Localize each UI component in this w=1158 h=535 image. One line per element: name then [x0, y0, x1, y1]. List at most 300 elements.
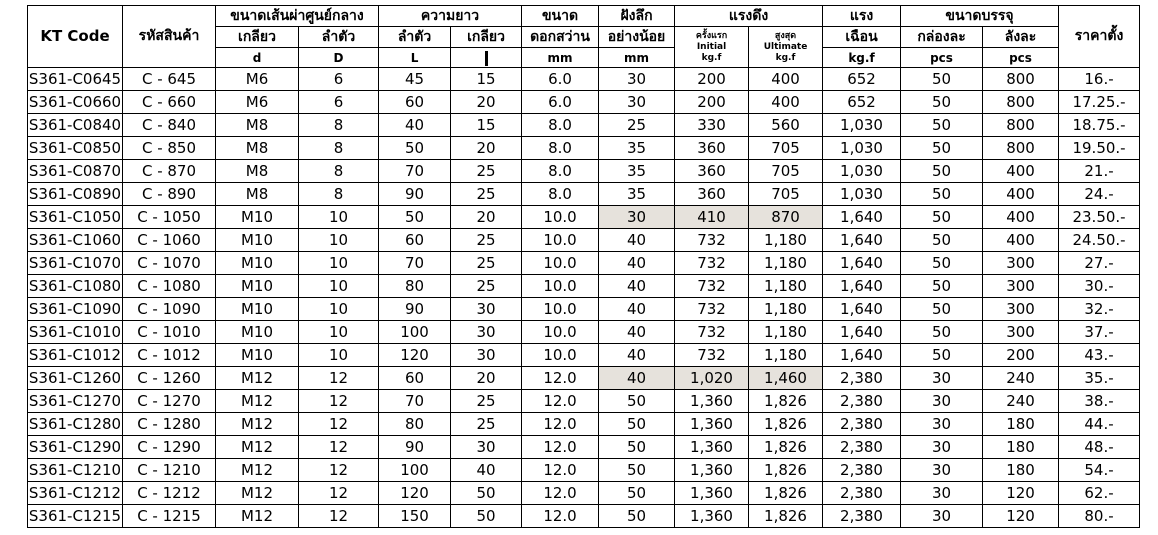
cell-initial: 732 [675, 252, 749, 275]
cell-body-D: 10 [299, 321, 379, 344]
cell-initial: 1,360 [675, 482, 749, 505]
cell-body-L: 50 [379, 206, 451, 229]
cell-thread-d: M12 [216, 459, 299, 482]
cell-case: 300 [983, 275, 1059, 298]
cell-thread-l: 50 [451, 482, 522, 505]
cell-embed: 35 [599, 137, 675, 160]
cell-drill: 12.0 [522, 413, 599, 436]
table-row [28, 229, 1140, 252]
cell-model: C - 1270 [123, 390, 216, 413]
cell-ultimate: 1,180 [749, 298, 823, 321]
header-body-D: ลำตัว [299, 27, 379, 48]
cell-body-L: 60 [379, 367, 451, 390]
cell-thread-d: M8 [216, 114, 299, 137]
cell-shear: 1,030 [823, 114, 901, 137]
cell-box: 50 [901, 206, 983, 229]
cell-box: 50 [901, 229, 983, 252]
table-row [28, 505, 1140, 528]
cell-case: 180 [983, 413, 1059, 436]
table-header [28, 6, 1140, 68]
header-unit-shear: kg.f [823, 48, 901, 68]
cell-drill: 6.0 [522, 91, 599, 114]
header-diameter-group: ขนาดเส้นผ่าศูนย์กลาง [216, 6, 379, 27]
header-case: ลังละ [983, 27, 1059, 48]
cell-ultimate: 1,180 [749, 321, 823, 344]
cell-shear: 1,030 [823, 160, 901, 183]
cell-shear: 2,380 [823, 390, 901, 413]
cell-drill: 12.0 [522, 436, 599, 459]
cell-kt-code: S361-C0645 [28, 68, 123, 91]
cell-initial: 732 [675, 321, 749, 344]
cell-shear: 1,030 [823, 137, 901, 160]
header-unit-d: d [216, 48, 299, 68]
cell-drill: 8.0 [522, 114, 599, 137]
cell-thread-d: M10 [216, 229, 299, 252]
cell-case: 180 [983, 436, 1059, 459]
cell-thread-l: 30 [451, 436, 522, 459]
cell-shear: 1,640 [823, 344, 901, 367]
cell-price: 19.50.- [1059, 137, 1140, 160]
cell-drill: 8.0 [522, 137, 599, 160]
cell-body-D: 10 [299, 344, 379, 367]
cell-ultimate: 400 [749, 68, 823, 91]
header-thread-d: เกลียว [216, 27, 299, 48]
cell-thread-l: 25 [451, 229, 522, 252]
cell-embed: 30 [599, 91, 675, 114]
header-thread-l: เกลียว [451, 27, 522, 48]
cell-embed: 25 [599, 114, 675, 137]
cell-drill: 10.0 [522, 206, 599, 229]
cell-kt-code: S361-C1290 [28, 436, 123, 459]
cell-embed: 40 [599, 275, 675, 298]
cell-model: C - 1280 [123, 413, 216, 436]
cell-box: 50 [901, 275, 983, 298]
cell-drill: 12.0 [522, 459, 599, 482]
cell-model: C - 1212 [123, 482, 216, 505]
cell-ultimate: 1,826 [749, 482, 823, 505]
header-shear-mid: เฉือน [823, 27, 901, 48]
thread-length-symbol-icon [485, 51, 488, 66]
cell-body-L: 100 [379, 321, 451, 344]
cell-thread-l: 20 [451, 206, 522, 229]
cell-thread-d: M12 [216, 436, 299, 459]
cell-thread-l: 25 [451, 413, 522, 436]
cell-drill: 12.0 [522, 367, 599, 390]
cell-thread-d: M10 [216, 298, 299, 321]
header-unit-l [451, 48, 522, 68]
cell-case: 800 [983, 137, 1059, 160]
cell-initial: 360 [675, 183, 749, 206]
cell-price: 80.- [1059, 505, 1140, 528]
cell-thread-d: M12 [216, 482, 299, 505]
cell-model: C - 1050 [123, 206, 216, 229]
header-body-L: ลำตัว [379, 27, 451, 48]
cell-body-D: 12 [299, 459, 379, 482]
cell-initial: 200 [675, 68, 749, 91]
cell-drill: 10.0 [522, 252, 599, 275]
cell-drill: 8.0 [522, 160, 599, 183]
table-row [28, 298, 1140, 321]
cell-body-L: 70 [379, 252, 451, 275]
cell-body-L: 100 [379, 459, 451, 482]
table-row [28, 413, 1140, 436]
cell-thread-d: M12 [216, 390, 299, 413]
cell-ultimate: 1,826 [749, 436, 823, 459]
cell-body-L: 70 [379, 160, 451, 183]
cell-kt-code: S361-C1010 [28, 321, 123, 344]
cell-embed: 50 [599, 459, 675, 482]
cell-box: 30 [901, 436, 983, 459]
cell-thread-d: M12 [216, 413, 299, 436]
cell-kt-code: S361-C0890 [28, 183, 123, 206]
cell-price: 54.- [1059, 459, 1140, 482]
table-row [28, 344, 1140, 367]
cell-initial: 1,360 [675, 459, 749, 482]
cell-drill: 10.0 [522, 229, 599, 252]
cell-body-D: 8 [299, 183, 379, 206]
cell-shear: 1,640 [823, 298, 901, 321]
cell-shear: 1,640 [823, 206, 901, 229]
cell-kt-code: S361-C0870 [28, 160, 123, 183]
cell-ultimate: 1,180 [749, 252, 823, 275]
header-initial-unit: kg.f [701, 52, 722, 63]
table-row [28, 114, 1140, 137]
cell-box: 50 [901, 68, 983, 91]
cell-kt-code: S361-C1090 [28, 298, 123, 321]
cell-drill: 8.0 [522, 183, 599, 206]
cell-case: 400 [983, 206, 1059, 229]
cell-case: 180 [983, 459, 1059, 482]
cell-kt-code: S361-C1060 [28, 229, 123, 252]
cell-embed: 40 [599, 229, 675, 252]
cell-thread-l: 20 [451, 137, 522, 160]
header-unit-drill: mm [522, 48, 599, 68]
cell-body-L: 40 [379, 114, 451, 137]
cell-ultimate: 705 [749, 137, 823, 160]
cell-embed: 30 [599, 68, 675, 91]
cell-price: 37.- [1059, 321, 1140, 344]
cell-thread-l: 30 [451, 321, 522, 344]
cell-shear: 2,380 [823, 459, 901, 482]
cell-kt-code: S361-C0840 [28, 114, 123, 137]
table-row [28, 183, 1140, 206]
table-row [28, 252, 1140, 275]
table-row [28, 137, 1140, 160]
cell-price: 35.- [1059, 367, 1140, 390]
cell-price: 21.- [1059, 160, 1140, 183]
cell-model: C - 1070 [123, 252, 216, 275]
cell-price: 43.- [1059, 344, 1140, 367]
cell-box: 50 [901, 137, 983, 160]
table-row [28, 275, 1140, 298]
header-kt-code: KT Code [28, 6, 123, 68]
cell-shear: 1,030 [823, 183, 901, 206]
cell-kt-code: S361-C0660 [28, 91, 123, 114]
cell-shear: 652 [823, 68, 901, 91]
cell-body-D: 12 [299, 390, 379, 413]
cell-ultimate: 870 [749, 206, 823, 229]
cell-price: 18.75.- [1059, 114, 1140, 137]
cell-shear: 2,380 [823, 413, 901, 436]
cell-kt-code: S361-C1210 [28, 459, 123, 482]
cell-kt-code: S361-C1012 [28, 344, 123, 367]
cell-price: 24.50.- [1059, 229, 1140, 252]
cell-thread-l: 40 [451, 459, 522, 482]
cell-ultimate: 1,826 [749, 413, 823, 436]
header-ultimate-en: Ultimate [763, 41, 808, 52]
cell-embed: 50 [599, 482, 675, 505]
cell-price: 24.- [1059, 183, 1140, 206]
cell-case: 120 [983, 482, 1059, 505]
header-embed-top: ฝังลึก [599, 6, 675, 27]
header-drill-top: ขนาด [522, 6, 599, 27]
cell-model: C - 645 [123, 68, 216, 91]
cell-box: 50 [901, 321, 983, 344]
cell-model: C - 1010 [123, 321, 216, 344]
cell-kt-code: S361-C1270 [28, 390, 123, 413]
table-row [28, 160, 1140, 183]
cell-thread-l: 15 [451, 68, 522, 91]
cell-embed: 40 [599, 367, 675, 390]
table-row [28, 436, 1140, 459]
cell-price: 32.- [1059, 298, 1140, 321]
cell-thread-d: M8 [216, 160, 299, 183]
cell-thread-d: M6 [216, 68, 299, 91]
cell-embed: 35 [599, 160, 675, 183]
cell-thread-l: 25 [451, 275, 522, 298]
header-ultimate-th: สูงสุด [774, 30, 797, 41]
cell-case: 800 [983, 68, 1059, 91]
cell-box: 30 [901, 459, 983, 482]
header-price: ราคาตั้ง [1059, 6, 1140, 68]
header-tension-group: แรงดึง [675, 6, 823, 27]
cell-thread-d: M12 [216, 505, 299, 528]
cell-body-D: 12 [299, 505, 379, 528]
cell-body-D: 10 [299, 206, 379, 229]
cell-price: 44.- [1059, 413, 1140, 436]
table-body [28, 68, 1140, 528]
cell-model: C - 1260 [123, 367, 216, 390]
cell-shear: 1,640 [823, 252, 901, 275]
cell-thread-l: 25 [451, 252, 522, 275]
cell-thread-l: 30 [451, 344, 522, 367]
header-initial [675, 27, 749, 68]
cell-model: C - 1090 [123, 298, 216, 321]
cell-body-D: 12 [299, 413, 379, 436]
cell-thread-l: 25 [451, 390, 522, 413]
cell-kt-code: S361-C1070 [28, 252, 123, 275]
cell-shear: 1,640 [823, 275, 901, 298]
cell-drill: 6.0 [522, 68, 599, 91]
cell-shear: 2,380 [823, 367, 901, 390]
cell-body-L: 120 [379, 344, 451, 367]
table-row [28, 68, 1140, 91]
cell-shear: 2,380 [823, 436, 901, 459]
cell-initial: 360 [675, 137, 749, 160]
cell-ultimate: 1,826 [749, 459, 823, 482]
cell-body-D: 12 [299, 436, 379, 459]
cell-initial: 1,360 [675, 436, 749, 459]
cell-thread-l: 20 [451, 91, 522, 114]
cell-case: 300 [983, 321, 1059, 344]
cell-box: 50 [901, 298, 983, 321]
table-row [28, 367, 1140, 390]
cell-initial: 732 [675, 298, 749, 321]
cell-model: C - 890 [123, 183, 216, 206]
cell-model: C - 1215 [123, 505, 216, 528]
cell-box: 50 [901, 183, 983, 206]
header-ultimate [749, 27, 823, 68]
cell-thread-l: 30 [451, 298, 522, 321]
cell-body-L: 120 [379, 482, 451, 505]
cell-thread-d: M10 [216, 252, 299, 275]
cell-box: 50 [901, 114, 983, 137]
cell-embed: 50 [599, 390, 675, 413]
cell-body-D: 10 [299, 229, 379, 252]
header-drill-mid: ดอกสว่าน [522, 27, 599, 48]
cell-model: C - 1080 [123, 275, 216, 298]
cell-case: 800 [983, 114, 1059, 137]
cell-model: C - 1210 [123, 459, 216, 482]
cell-body-D: 6 [299, 91, 379, 114]
cell-initial: 360 [675, 160, 749, 183]
cell-drill: 10.0 [522, 344, 599, 367]
cell-thread-d: M10 [216, 321, 299, 344]
header-embed-mid: อย่างน้อย [599, 27, 675, 48]
cell-initial: 330 [675, 114, 749, 137]
cell-price: 62.- [1059, 482, 1140, 505]
cell-kt-code: S361-C1050 [28, 206, 123, 229]
cell-box: 50 [901, 252, 983, 275]
cell-thread-d: M12 [216, 367, 299, 390]
cell-embed: 40 [599, 298, 675, 321]
cell-kt-code: S361-C1212 [28, 482, 123, 505]
cell-ultimate: 400 [749, 91, 823, 114]
header-unit-D: D [299, 48, 379, 68]
cell-box: 30 [901, 482, 983, 505]
cell-body-D: 12 [299, 367, 379, 390]
cell-drill: 10.0 [522, 275, 599, 298]
cell-case: 400 [983, 229, 1059, 252]
cell-body-L: 45 [379, 68, 451, 91]
cell-model: C - 1290 [123, 436, 216, 459]
cell-model: C - 1012 [123, 344, 216, 367]
cell-case: 120 [983, 505, 1059, 528]
cell-embed: 40 [599, 344, 675, 367]
cell-kt-code: S361-C0850 [28, 137, 123, 160]
table-row [28, 459, 1140, 482]
cell-body-L: 90 [379, 436, 451, 459]
cell-ultimate: 560 [749, 114, 823, 137]
header-unit-case: pcs [983, 48, 1059, 68]
product-spec-table [27, 5, 1140, 528]
table-row [28, 321, 1140, 344]
cell-body-D: 8 [299, 160, 379, 183]
cell-box: 30 [901, 413, 983, 436]
table-row [28, 91, 1140, 114]
cell-model: C - 850 [123, 137, 216, 160]
header-length-group: ความยาว [379, 6, 522, 27]
cell-case: 400 [983, 183, 1059, 206]
cell-thread-d: M8 [216, 183, 299, 206]
cell-body-L: 80 [379, 413, 451, 436]
cell-price: 48.- [1059, 436, 1140, 459]
cell-body-L: 90 [379, 298, 451, 321]
cell-thread-d: M10 [216, 344, 299, 367]
cell-kt-code: S361-C1080 [28, 275, 123, 298]
cell-price: 17.25.- [1059, 91, 1140, 114]
cell-body-L: 90 [379, 183, 451, 206]
cell-price: 38.- [1059, 390, 1140, 413]
cell-initial: 1,360 [675, 505, 749, 528]
cell-box: 50 [901, 344, 983, 367]
cell-initial: 732 [675, 275, 749, 298]
cell-box: 30 [901, 390, 983, 413]
table-row [28, 206, 1140, 229]
cell-body-D: 6 [299, 68, 379, 91]
cell-body-L: 70 [379, 390, 451, 413]
cell-body-D: 10 [299, 298, 379, 321]
cell-initial: 410 [675, 206, 749, 229]
cell-embed: 50 [599, 505, 675, 528]
cell-thread-l: 25 [451, 183, 522, 206]
cell-drill: 10.0 [522, 298, 599, 321]
cell-thread-d: M6 [216, 91, 299, 114]
header-model: รหัสสินค้า [123, 6, 216, 68]
cell-shear: 1,640 [823, 321, 901, 344]
cell-kt-code: S361-C1215 [28, 505, 123, 528]
cell-initial: 732 [675, 229, 749, 252]
cell-embed: 35 [599, 183, 675, 206]
cell-thread-d: M10 [216, 275, 299, 298]
cell-case: 400 [983, 160, 1059, 183]
cell-case: 800 [983, 91, 1059, 114]
cell-price: 23.50.- [1059, 206, 1140, 229]
cell-ultimate: 1,826 [749, 390, 823, 413]
table-row [28, 390, 1140, 413]
header-ultimate-unit: kg.f [775, 52, 796, 63]
cell-kt-code: S361-C1280 [28, 413, 123, 436]
cell-price: 27.- [1059, 252, 1140, 275]
cell-body-D: 8 [299, 137, 379, 160]
cell-embed: 50 [599, 436, 675, 459]
header-unit-embed: mm [599, 48, 675, 68]
cell-ultimate: 1,460 [749, 367, 823, 390]
cell-body-L: 60 [379, 91, 451, 114]
cell-box: 30 [901, 505, 983, 528]
cell-box: 50 [901, 91, 983, 114]
cell-thread-l: 25 [451, 160, 522, 183]
cell-ultimate: 1,826 [749, 505, 823, 528]
header-pack-group: ขนาดบรรจุ [901, 6, 1059, 27]
cell-shear: 1,640 [823, 229, 901, 252]
cell-model: C - 660 [123, 91, 216, 114]
cell-shear: 2,380 [823, 482, 901, 505]
cell-case: 300 [983, 252, 1059, 275]
header-unit-L: L [379, 48, 451, 68]
cell-initial: 1,360 [675, 390, 749, 413]
cell-ultimate: 1,180 [749, 344, 823, 367]
cell-body-D: 12 [299, 482, 379, 505]
cell-ultimate: 705 [749, 160, 823, 183]
cell-thread-l: 20 [451, 367, 522, 390]
cell-model: C - 840 [123, 114, 216, 137]
cell-price: 30.- [1059, 275, 1140, 298]
cell-case: 200 [983, 344, 1059, 367]
cell-embed: 50 [599, 413, 675, 436]
cell-shear: 2,380 [823, 505, 901, 528]
cell-thread-d: M10 [216, 206, 299, 229]
